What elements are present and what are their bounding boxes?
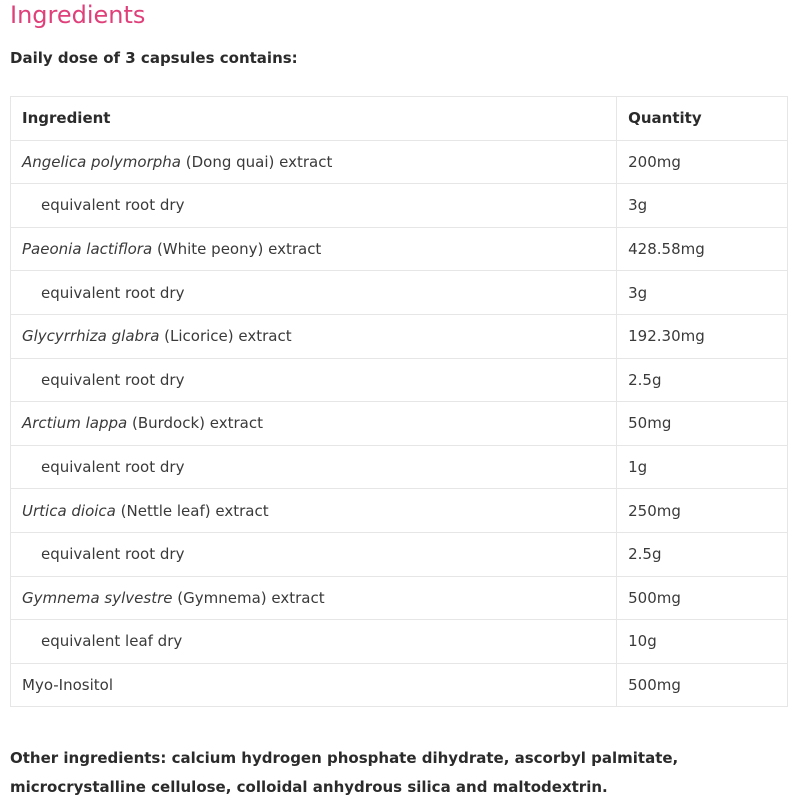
ingredient-cell: equivalent root dry: [11, 445, 617, 489]
common-name: (Burdock) extract: [127, 414, 264, 433]
dose-subtitle: Daily dose of 3 capsules contains:: [10, 49, 298, 67]
ingredient-cell: [11, 227, 617, 271]
quantity-cell: 428.58mg: [617, 227, 788, 271]
ingredient-cell: Myo-Inositol: [11, 663, 617, 707]
quantity-cell: 500mg: [617, 576, 788, 620]
quantity-cell: 1g: [617, 445, 788, 489]
table-row: [11, 271, 788, 315]
table-row: [11, 227, 788, 271]
table-row: [11, 489, 788, 533]
table-row: [11, 184, 788, 228]
quantity-cell: 3g: [617, 184, 788, 228]
latin-name: Gymnema sylvestre: [22, 588, 173, 607]
common-name: (Gymnema) extract: [172, 588, 325, 607]
table-row: [11, 140, 788, 184]
ingredient-cell: equivalent leaf dry: [11, 620, 617, 664]
quantity-cell: 10g: [617, 620, 788, 664]
common-name: (Licorice) extract: [159, 327, 292, 346]
latin-name: Arctium lappa: [22, 414, 128, 433]
quantity-cell: 50mg: [617, 402, 788, 446]
ingredient-cell: equivalent root dry: [11, 358, 617, 402]
quantity-cell: 2.5g: [617, 532, 788, 576]
header-quantity: Quantity: [617, 97, 788, 141]
quantity-cell: 500mg: [617, 663, 788, 707]
ingredient-cell: equivalent root dry: [11, 532, 617, 576]
table-row: [11, 532, 788, 576]
common-name: (White peony) extract: [152, 240, 322, 259]
table-header-row: [11, 97, 788, 141]
table-row: [11, 358, 788, 402]
latin-name: Angelica polymorpha: [22, 152, 181, 171]
ingredient-cell: [11, 402, 617, 446]
table-row: [11, 663, 788, 707]
table-row: [11, 620, 788, 664]
table-row: [11, 576, 788, 620]
latin-name: Paeonia lactiflora: [22, 240, 153, 259]
ingredient-cell: [11, 140, 617, 184]
quantity-cell: 192.30mg: [617, 314, 788, 358]
quantity-cell: 3g: [617, 271, 788, 315]
ingredient-cell: [11, 576, 617, 620]
other-ingredients: Other ingredients: calcium hydrogen phosphate dihydrate, ascorbyl palmitate, microcrystalline cellulose, colloidal anhydrous silica and maltodextrin.: [10, 749, 679, 796]
ingredients-table: [10, 96, 788, 707]
quantity-cell: 2.5g: [617, 358, 788, 402]
quantity-cell: 200mg: [617, 140, 788, 184]
page-title: Ingredients: [10, 1, 146, 29]
ingredient-cell: equivalent root dry: [11, 184, 617, 228]
ingredient-cell: [11, 314, 617, 358]
ingredient-cell: [11, 489, 617, 533]
table-row: [11, 402, 788, 446]
common-name: (Nettle leaf) extract: [115, 501, 269, 520]
header-ingredient: Ingredient: [11, 97, 617, 141]
common-name: (Dong quai) extract: [180, 152, 333, 171]
ingredient-cell: equivalent root dry: [11, 271, 617, 315]
table-row: [11, 445, 788, 489]
table-row: [11, 314, 788, 358]
quantity-cell: 250mg: [617, 489, 788, 533]
latin-name: Urtica dioica: [22, 501, 116, 520]
latin-name: Glycyrrhiza glabra: [22, 327, 160, 346]
